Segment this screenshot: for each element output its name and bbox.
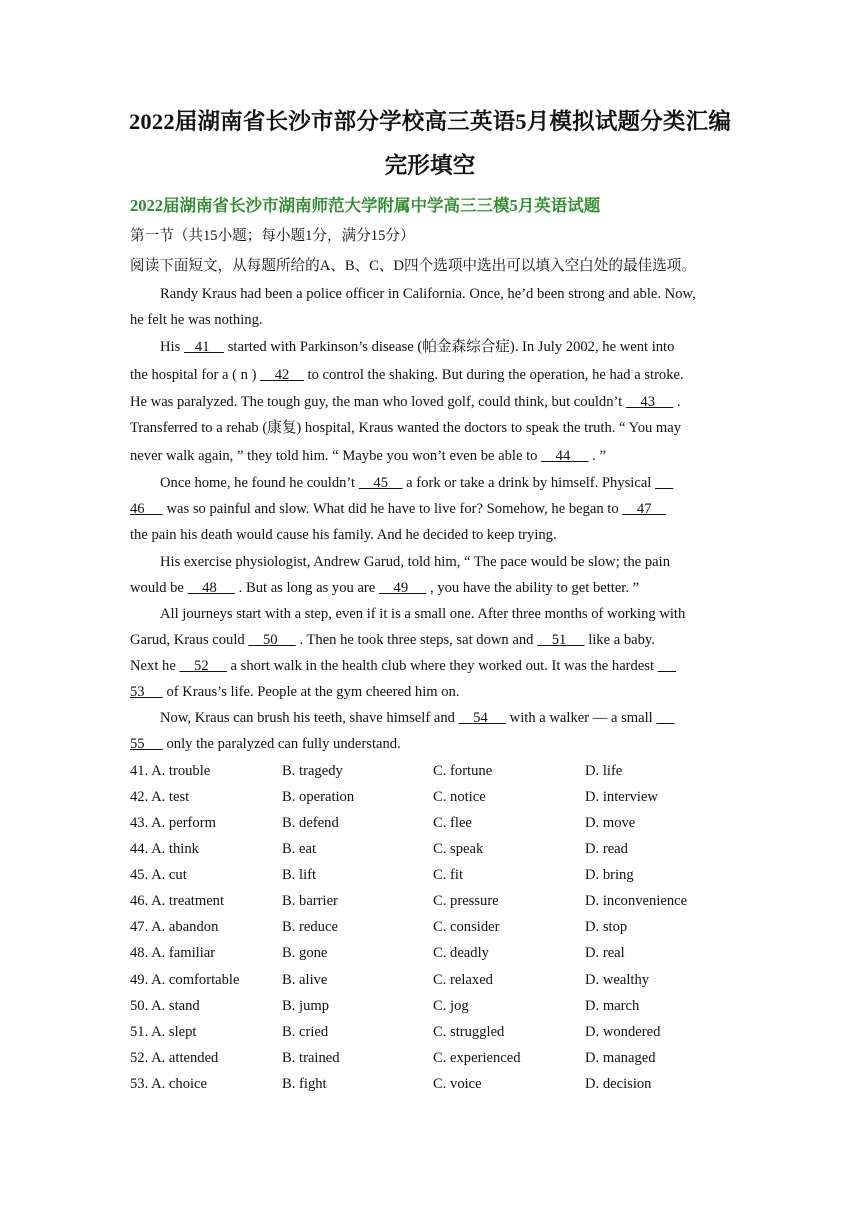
blank-51: 51 [551,632,567,648]
option-b: B. jump [282,998,330,1014]
option-d: D. march [585,998,640,1014]
option-c: C. speak [433,841,484,857]
document-title-line2: 完形填空 [384,153,476,178]
passage-line: Now, Kraus can brush his teeth, shave himself and 54 with a walker — a small [160,708,675,728]
option-c: C. experienced [433,1050,521,1066]
instruction-text: 阅读下面短文，从每题所给的A、B、C、D四个选项中选出可以填入空白处的最佳选项。 [130,258,696,274]
option-d: D. managed [585,1050,656,1066]
document-title: 2022届湖南省长沙市部分学校高三英语5月模拟试题分类汇编 [128,109,732,134]
option-b: B. cried [282,1024,329,1040]
option-c: C. flee [433,815,472,831]
option-a: 46. A. treatment [130,893,225,909]
option-c: C. voice [433,1076,482,1092]
option-c: C. fit [433,867,463,883]
blank-41: 41 [194,339,210,355]
blank-53: 53 [130,684,145,700]
passage-line: the pain his death would cause his family. And he decided to keep trying. [130,527,557,543]
blank-47: 47 [636,501,652,517]
option-c: C. jog [433,998,469,1014]
passage-line: Once home, he found he couldn’t 45 a fork or take a drink by himself. Physical [160,473,673,493]
option-a: 42. A. test [130,789,190,805]
option-c: C. struggled [433,1024,505,1040]
option-d: D. stop [585,919,628,935]
option-d: D. read [585,841,628,857]
blank-54: 54 [473,710,488,726]
option-b: B. tragedy [282,763,343,779]
option-d: D. real [585,945,625,961]
blank-48: 48 [202,580,217,596]
blank-50: 50 [262,632,278,648]
passage-line: 55 only the paralyzed can fully understand. [130,736,401,752]
option-d: D. move [585,815,636,831]
option-b: B. defend [282,815,339,831]
passage-line: he felt he was nothing. [130,312,263,328]
passage-line: 46 was so painful and slow. What did he have to live for? Somehow, he began to 47 [130,499,666,519]
blank-52: 52 [194,658,209,674]
option-a: 45. A. cut [130,867,187,883]
blank-44: 44 [555,448,571,464]
option-b: B. trained [282,1050,340,1066]
option-a: 41. A. trouble [130,763,211,779]
blank-53-start [658,658,676,674]
passage-line: His 41 started with Parkinson’s disease (帕金森综合症). In July 2002, he went into [160,339,675,355]
option-c: C. consider [433,919,500,935]
option-b: B. gone [282,945,328,961]
option-a: 50. A. stand [130,998,200,1014]
option-c: C. deadly [433,945,489,961]
option-a: 48. A. familiar [130,945,216,961]
option-b: B. operation [282,789,355,805]
option-a: 44. A. think [130,841,199,857]
passage-line: Garud, Kraus could 50 . Then he took three steps, sat down and 51 like a baby. [130,632,655,648]
passage-line: would be 48 . But as long as you are 49 , you have the ability to get better. ” [130,580,640,596]
option-d: D. bring [585,867,634,883]
option-c: C. fortune [433,763,493,779]
option-a: 47. A. abandon [130,919,219,935]
passage-line: All journeys start with a step, even if it is a small one. After three months of working with [160,606,686,622]
option-a: 53. A. choice [130,1076,208,1092]
option-d: D. decision [585,1076,652,1092]
option-a: 49. A. comfortable [130,972,240,988]
option-a: 43. A. perform [130,815,216,831]
option-d: D. wondered [585,1024,661,1040]
exam-subtitle: 2022届湖南省长沙市湖南师范大学附属中学高三三模5月英语试题 [130,196,601,215]
option-a: 52. A. attended [130,1050,219,1066]
option-c: C. relaxed [433,972,493,988]
option-d: D. interview [585,789,658,805]
blank-46-start [655,475,673,491]
passage-line: 53 of Kraus’s life. People at the gym cheered him on. [130,684,460,700]
option-b: B. alive [282,972,328,988]
option-b: B. fight [282,1076,327,1092]
option-b: B. reduce [282,919,338,935]
blank-42: 42 [274,367,290,383]
option-d: D. life [585,763,623,779]
passage-line: never walk again, ” they told him. “ Maybe you won’t even be able to 44 . ” [130,448,606,464]
option-d: D. wealthy [585,972,650,988]
blank-45: 45 [373,475,388,491]
passage-line: the hospital for a ( n ) 42 to control the shaking. But during the operation, he had a stroke. [130,367,684,383]
passage-line: Next he 52 a short walk in the health club where they worked out. It was the hardest [130,656,676,676]
section-heading: 第一节（共15小题；每小题1分，满分15分） [130,228,415,244]
passage-line: Randy Kraus had been a police officer in California. Once, he’d been strong and able. Now, [160,286,696,302]
option-a: 51. A. slept [130,1024,197,1040]
blank-43: 43 [640,394,656,410]
option-c: C. notice [433,789,486,805]
blank-55: 55 [130,736,145,752]
option-d: D. inconvenience [585,893,688,909]
passage-line: He was paralyzed. The tough guy, the man who loved golf, could think, but couldn’t 43 . [130,394,681,410]
blank-55-start [656,710,674,726]
option-b: B. lift [282,867,317,883]
passage-line: His exercise physiologist, Andrew Garud, told him, “ The pace would be slow; the pain [160,554,671,570]
passage-line: Transferred to a rehab (康复) hospital, Kraus wanted the doctors to speak the truth. “ You may [130,420,682,436]
option-c: C. pressure [433,893,499,909]
blank-46: 46 [130,501,145,517]
option-b: B. eat [282,841,317,857]
option-b: B. barrier [282,893,338,909]
blank-49: 49 [393,580,409,596]
